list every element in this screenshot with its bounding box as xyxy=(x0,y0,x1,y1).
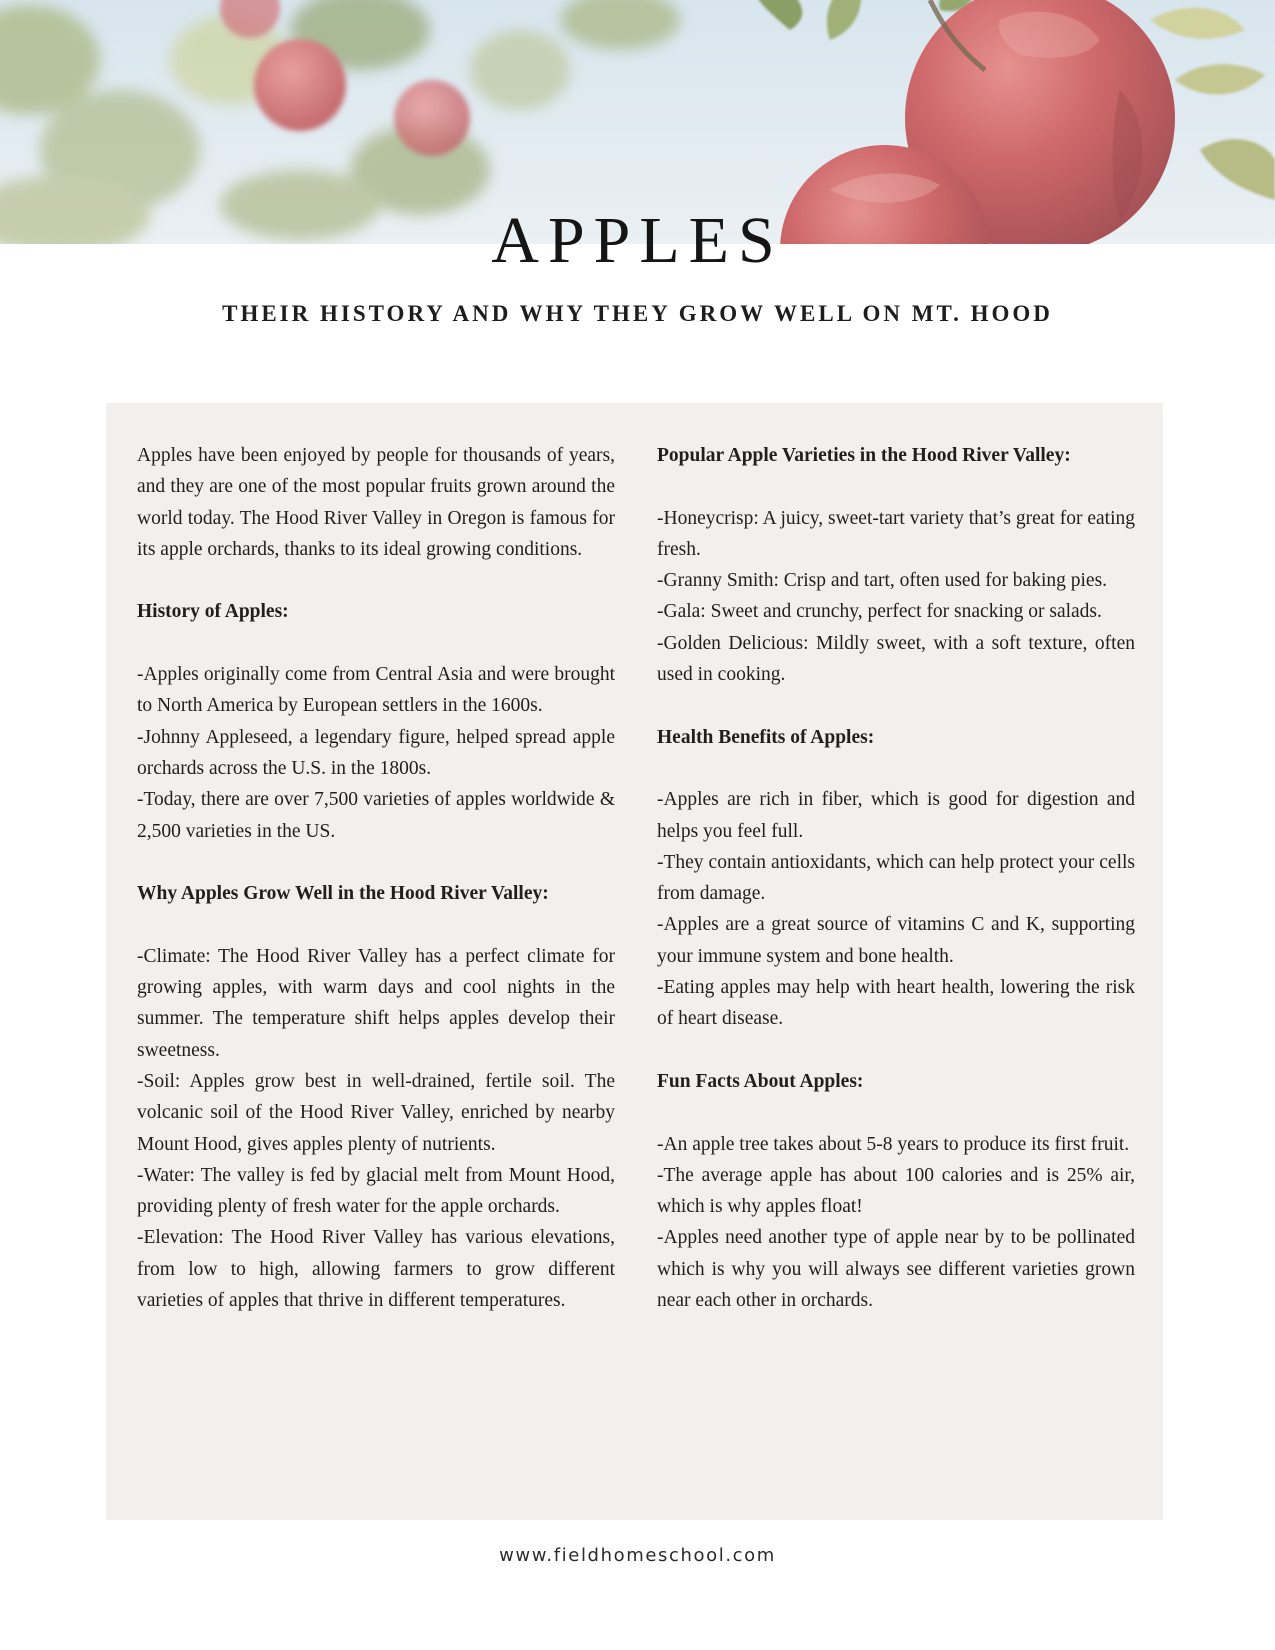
page-subtitle: THEIR HISTORY AND WHY THEY GROW WELL ON MT. HOOD xyxy=(222,301,1053,326)
content-panel xyxy=(106,403,1163,1520)
fun-fact-item: -An apple tree takes about 5-8 years to produce its first fruit. xyxy=(657,1133,1130,1155)
variety-item: -Gala: Sweet and crunchy, perfect for snacking or salads. xyxy=(657,601,1102,623)
why-item: -Water: The valley is fed by glacial melt from Mount Hood, providing plenty of fresh water for the apple orchards. xyxy=(137,1164,615,1218)
variety-item: -Golden Delicious: Mildly sweet, with a soft texture, often used in cooking. xyxy=(657,632,1135,686)
health-heading: Health Benefits of Apples: xyxy=(657,726,875,748)
health-item: -Apples are rich in fiber, which is good for digestion and helps you feel full. xyxy=(657,789,1135,842)
why-item: -Climate: The Hood River Valley has a perfect climate for growing apples, with warm days and cool nights in the summer. The temperature shift helps apples develop their sweetness. xyxy=(137,945,615,1061)
page-title: APPLES xyxy=(491,204,784,277)
health-item: -They contain antioxidants, which can help protect your cells from damage. xyxy=(657,851,1135,905)
why-item: -Elevation: The Hood River Valley has various elevations, from low to high, allowing farmers to grow different varieties of apples that thrive in different temperatures. xyxy=(137,1227,615,1312)
health-item: -Eating apples may help with heart health, lowering the risk of heart disease. xyxy=(657,977,1135,1030)
footer-url: www.fieldhomeschool.com xyxy=(499,1545,776,1566)
intro-paragraph: Apples have been enjoyed by people for thousands of years, and they are one of the most popular fruits grown around the world today. The Hood River Valley in Oregon is famous for its apple orchards, thanks to its ideal growing conditions. xyxy=(137,445,615,560)
variety-item: -Honeycrisp: A juicy, sweet-tart variety that’s great for eating fresh. xyxy=(657,507,1135,560)
history-heading: History of Apples: xyxy=(137,601,289,623)
variety-item: -Granny Smith: Crisp and tart, often used for baking pies. xyxy=(657,570,1108,592)
why-heading: Why Apples Grow Well in the Hood River Valley: xyxy=(137,883,549,905)
fun-facts-heading: Fun Facts About Apples: xyxy=(657,1070,864,1092)
left-column xyxy=(137,440,615,1316)
varieties-heading: Popular Apple Varieties in the Hood River Valley: xyxy=(657,445,1071,466)
right-column xyxy=(657,440,1135,1316)
health-item: -Apples are a great source of vitamins C and K, supporting your immune system and bone health. xyxy=(657,914,1135,967)
history-item: -Apples originally come from Central Asia and were brought to North America by European settlers in the 1600s. xyxy=(137,664,615,717)
fun-fact-item: -Apples need another type of apple near by to be pollinated which is why you will always see different varieties grown near each other in orchards. xyxy=(657,1227,1135,1312)
why-item: -Soil: Apples grow best in well-drained, fertile soil. The volcanic soil of the Hood River Valley, enriched by nearby Mount Hood, gives apples plenty of nutrients. xyxy=(137,1070,615,1155)
history-item: -Johnny Appleseed, a legendary figure, helped spread apple orchards across the U.S. in the 1800s. xyxy=(137,726,615,779)
fun-fact-item: -The average apple has about 100 calories and is 25% air, which is why apples float! xyxy=(657,1164,1135,1218)
history-item: -Today, there are over 7,500 varieties of apples worldwide & 2,500 varieties in the US. xyxy=(137,789,615,842)
